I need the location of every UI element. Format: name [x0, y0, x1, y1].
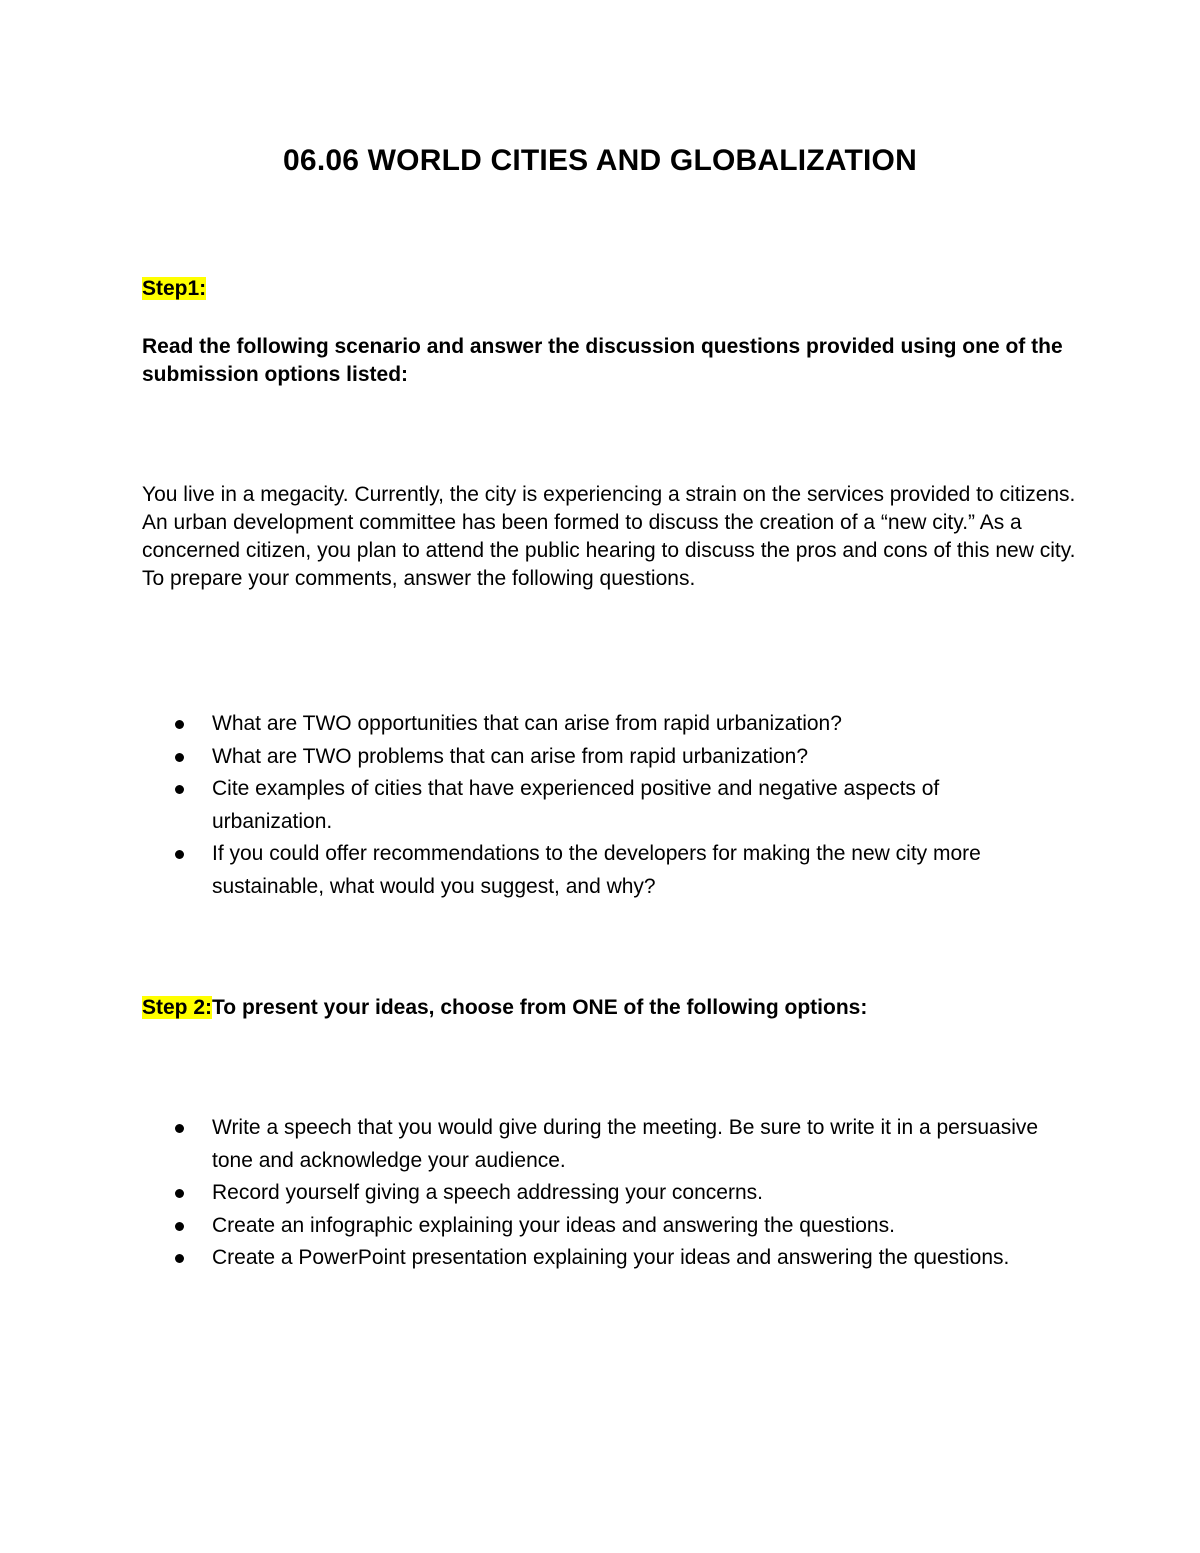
bullet-icon — [175, 785, 184, 794]
question-text: What are TWO problems that can arise from rapid urbanization? — [212, 744, 809, 768]
options-list — [172, 1112, 1052, 1275]
question-text: What are TWO opportunities that can arise from rapid urbanization? — [212, 712, 842, 735]
step1-instruction: Read the following scenario and answer the discussion questions provided using one of the submission options listed: — [142, 335, 1063, 386]
option-text: Write a speech that you would give during the meeting. Be sure to write it in a persuasive tone and acknowledge your audience. — [212, 1116, 1039, 1172]
option-text: Create an infographic explaining your ideas and answering the questions. — [212, 1213, 895, 1237]
step2-instruction: To present your ideas, choose from ONE of the following options: — [212, 996, 868, 1019]
question-text: Cite examples of cities that have experienced positive and negative aspects of urbanization. — [212, 777, 940, 833]
list-item — [172, 708, 1052, 741]
list-item — [172, 773, 1052, 838]
list-item — [172, 1177, 1052, 1210]
list-item — [172, 1112, 1052, 1177]
bullet-icon — [175, 1222, 184, 1231]
list-item — [172, 1242, 1052, 1275]
bullet-icon — [175, 1189, 184, 1198]
bullet-icon — [175, 720, 184, 729]
step2-heading — [142, 994, 867, 1022]
step1-highlight: Step1: — [142, 277, 207, 300]
page-title: 06.06 WORLD CITIES AND GLOBALIZATION — [283, 144, 917, 177]
step2-highlight: Step 2: — [142, 996, 213, 1019]
bullet-icon — [175, 1124, 184, 1133]
question-text: If you could offer recommendations to the developers for making the new city more sustainable, what would you suggest, and why? — [212, 842, 981, 898]
step1-label — [142, 275, 206, 303]
option-text: Create a PowerPoint presentation explaining your ideas and answering the questions. — [212, 1246, 1010, 1269]
list-item — [172, 741, 1052, 774]
bullet-icon — [175, 753, 184, 762]
option-text: Record yourself giving a speech addressing your concerns. — [212, 1181, 763, 1204]
list-item — [172, 838, 1052, 903]
list-item — [172, 1210, 1052, 1243]
bullet-icon — [175, 1254, 184, 1263]
questions-list — [172, 708, 1052, 903]
bullet-icon — [175, 850, 184, 859]
scenario-paragraph: You live in a megacity. Currently, the city is experiencing a strain on the services provided to citizens. An urban development committee has been formed to discuss the creation of a “new city.” As a concerned citizen, you plan to attend the public hearing to discuss the pros and cons of this new city. To prepare your comments, answer the following questions. — [142, 483, 1076, 590]
